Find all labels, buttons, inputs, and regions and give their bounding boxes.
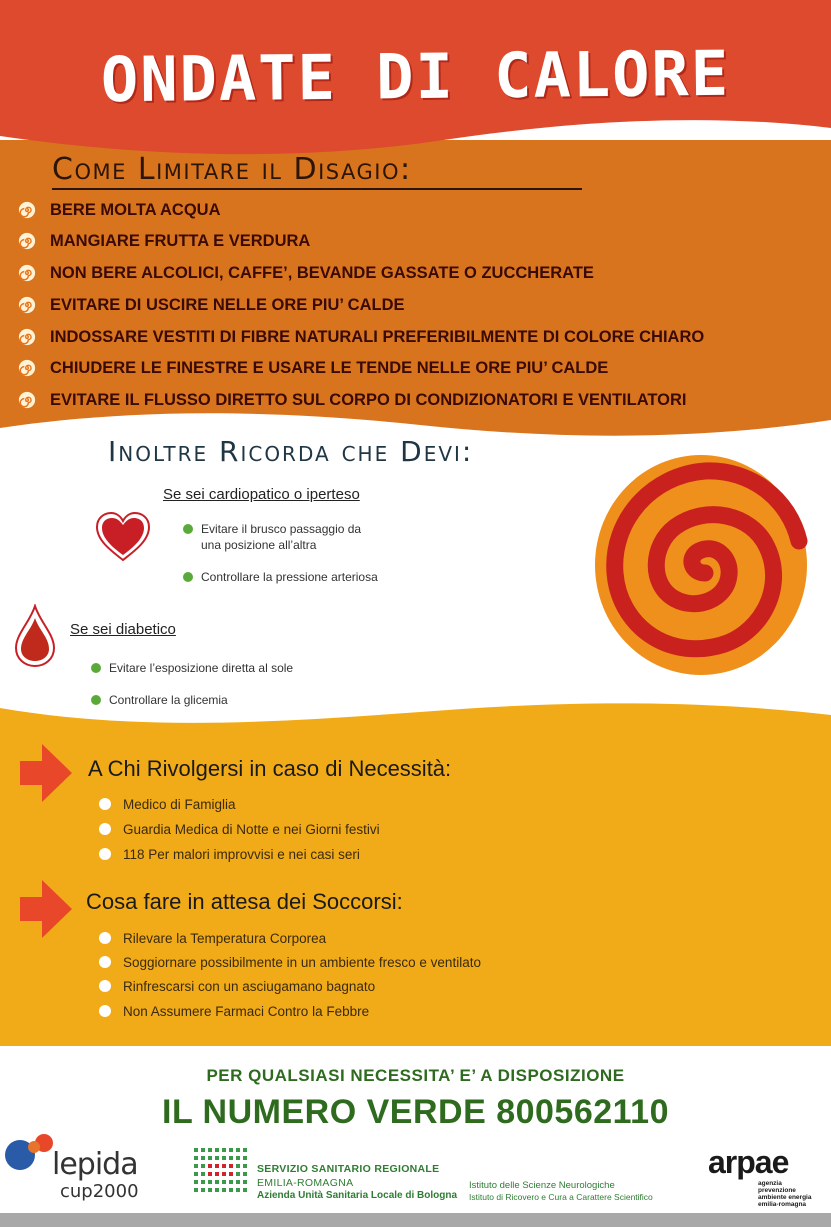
tip-text: EVITARE IL FLUSSO DIRETTO SUL CORPO DI CONDIZIONATORI E VENTILATORI (50, 390, 687, 409)
lepida-sub: cup2000 (60, 1181, 139, 1202)
arpae-logo: arpae (708, 1144, 789, 1180)
tip-text: INDOSSARE VESTITI DI FIBRE NATURALI PREFERIBILMENTE DI COLORE CHIARO (50, 327, 705, 346)
tip-item (18, 228, 310, 254)
right-arrow-icon (20, 878, 72, 940)
cardio-item (183, 521, 383, 553)
tip-item (18, 260, 594, 286)
white-dot-icon (99, 1005, 111, 1017)
poster-title: ONDATE DI CALORE (100, 36, 731, 117)
tip-text: BERE MOLTA ACQUA (50, 200, 221, 219)
white-dot-icon (99, 823, 111, 835)
green-dot-icon (183, 572, 193, 582)
contact-item (99, 844, 360, 864)
diabetic-item (91, 692, 371, 708)
spiral-bullet-icon (18, 201, 36, 219)
white-dot-icon (99, 956, 111, 968)
tip-text: MANGIARE FRUTTA E VERDURA (50, 231, 311, 250)
tip-text: EVITARE DI USCIRE NELLE ORE PIU’ CALDE (50, 295, 405, 314)
spiral-bullet-icon (18, 359, 36, 377)
waiting-item (99, 928, 326, 948)
diabetic-heading: Se sei diabetico (70, 621, 176, 638)
lepida-circles-icon (4, 1133, 54, 1173)
bottom-strip (0, 1213, 831, 1227)
contact-item-text: 118 Per malori improvvisi e nei casi seri (123, 846, 360, 862)
waiting-heading: Cosa fare in attesa dei Soccorsi: (86, 889, 403, 914)
waiting-item (99, 1001, 369, 1021)
white-dot-icon (99, 932, 111, 944)
footer-toll-free-number: IL NUMERO VERDE 800562110 (162, 1093, 669, 1131)
isn-line2: Istituto di Ricovero e Cura a Carattere Scientifico (469, 1192, 653, 1202)
contacts-heading: A Chi Rivolgersi in caso di Necessità: (88, 756, 452, 781)
cardio-item-text: Evitare il brusco passaggio da una posizione all’altra (201, 522, 362, 552)
tip-text: NON BERE ALCOLICI, CAFFE’, BEVANDE GASSATE O ZUCCHERATE (50, 263, 594, 282)
spiral-bullet-icon (18, 232, 36, 250)
waiting-item-text: Non Assumere Farmaci Contro la Febbre (123, 1003, 370, 1019)
spiral-bullet-icon (18, 296, 36, 314)
contact-item (99, 794, 236, 814)
green-dot-icon (183, 524, 193, 534)
waiting-item-text: Soggiornare possibilmente in un ambiente fresco e ventilato (123, 954, 481, 970)
waiting-item (99, 976, 375, 996)
isn-line1: Istituto delle Scienze Neurologiche (469, 1180, 615, 1191)
tip-item (18, 292, 404, 318)
green-dot-icon (91, 695, 101, 705)
tip-item (18, 197, 221, 223)
cardio-heading: Se sei cardiopatico o iperteso (163, 486, 360, 503)
diabetic-item (91, 660, 371, 676)
diabetic-item-text: Evitare l’esposizione diretta al sole (109, 661, 294, 675)
spiral-bullet-icon (18, 328, 36, 346)
blood-drop-icon (14, 604, 56, 668)
lepida-logo (4, 1133, 154, 1203)
contact-item (99, 819, 380, 839)
waiting-item-text: Rinfrescarsi con un asciugamano bagnato (123, 978, 376, 994)
heading-underline (52, 188, 582, 190)
cardio-item (183, 569, 423, 585)
tip-text: CHIUDERE LE FINESTRE E USARE LE TENDE NELLE ORE PIU’ CALDE (50, 358, 609, 377)
green-dot-icon (91, 663, 101, 673)
ssr-line3: Azienda Unità Sanitaria Locale di Bologna (257, 1190, 458, 1201)
ssr-line1: SERVIZIO SANITARIO REGIONALE (257, 1163, 440, 1175)
heart-icon (94, 510, 152, 564)
tip-item (18, 324, 704, 350)
waiting-item-text: Rilevare la Temperatura Corporea (123, 930, 327, 946)
right-arrow-icon (20, 742, 72, 804)
tip-item (18, 355, 608, 381)
remind-heading: Inoltre Ricorda che Devi: (108, 435, 474, 468)
ssr-grid-icon (194, 1148, 250, 1200)
diabetic-item-text: Controllare la glicemia (109, 693, 228, 707)
lepida-name: lepida (52, 1147, 138, 1182)
waiting-item (99, 952, 481, 972)
arpae-tagline: agenzia prevenzione ambiente energia emilia-romagna (758, 1180, 812, 1208)
cardio-item-text: Controllare la pressione arteriosa (201, 570, 378, 584)
white-dot-icon (99, 980, 111, 992)
tip-item (18, 387, 687, 413)
contact-item-text: Medico di Famiglia (123, 796, 236, 812)
sun-spiral-icon (592, 453, 810, 677)
spiral-bullet-icon (18, 391, 36, 409)
contact-item-text: Guardia Medica di Notte e nei Giorni festivi (123, 821, 380, 837)
white-dot-icon (99, 848, 111, 860)
ssr-line2: EMILIA-ROMAGNA (257, 1177, 354, 1189)
limit-heading: Come Limitare il Disagio: (52, 152, 412, 187)
spiral-bullet-icon (18, 264, 36, 282)
white-dot-icon (99, 798, 111, 810)
footer-availability: PER QUALSIASI NECESSITA’ E’ A DISPOSIZIONE (206, 1066, 625, 1085)
